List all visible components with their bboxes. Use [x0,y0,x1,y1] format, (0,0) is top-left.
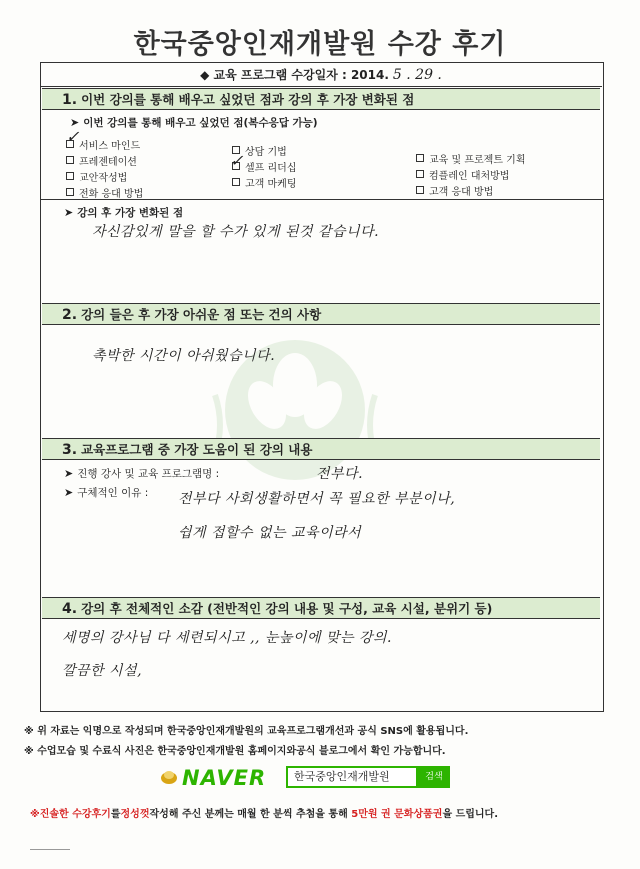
option-presentation[interactable]: 프레젠테이션 [66,153,137,168]
checkbox-icon [416,186,424,194]
option-education-planning[interactable]: 교육 및 프로젝트 기획 [416,151,525,166]
section-4-answer-line-1[interactable]: 세명의 강사님 다 세련되시고 ,, 눈높이에 맞는 강의. [62,630,392,646]
instructor-label: 진행 강사 및 교육 프로그램명 : [77,468,220,480]
check-mark-icon: ✓ [66,127,80,146]
section-1-header [42,88,600,110]
instructor-row [64,466,219,481]
option-lesson-plan[interactable]: 교안작성법 [66,169,127,184]
date-label: ◆ 교육 프로그램 수강일자 : 2014. [200,68,389,82]
checkbox-icon [416,154,424,162]
arrow-icon: ➤ [70,116,80,129]
footer-notice: ※진솔한 수강후기를정성껏작성해 주신 분께는 매월 한 분씩 추첨을 통해 5만원 권 문화상품권을 드립니다. [30,809,499,820]
change-label-row [64,205,183,220]
checkbox-icon [416,170,424,178]
naver-leaf-icon [160,769,178,785]
leaf-watermark-icon [195,315,395,505]
section-4-heading: 강의 후 전체적인 소감 (전반적인 강의 내용 및 구성, 교육 시설, 분위기 등) [81,601,493,616]
section-1-sub-label: 이번 강의를 통해 배우고 싶었던 점(복수응답 가능) [83,117,318,129]
check-mark-icon: ✓ [230,151,244,170]
note-1: ※ 위 자료는 익명으로 작성되며 한국중앙인재개발원의 교육프로그램개선과 공식 SNS에 활용됩니다. [24,726,469,737]
handwritten-date: 5 . 29 . [392,67,442,83]
scan-mark [30,849,70,850]
section-4-answer-line-2[interactable]: 깔끔한 시설, [62,663,143,679]
instructor-answer[interactable]: 전부다. [316,466,364,482]
option-marketing[interactable]: 고객 마케팅 [232,175,296,190]
reason-row [64,485,148,500]
option-service-mind[interactable]: 서비스 마인드 [66,137,140,152]
date-bar [40,62,602,87]
naver-search-input[interactable]: 한국중앙인재개발원 [286,766,418,788]
arrow-icon: ➤ [64,206,74,219]
section-3-header [42,438,600,460]
checkbox-icon [66,172,74,180]
option-counseling[interactable]: 상담 기법 [232,143,287,158]
date-field[interactable] [40,66,602,83]
section-4-header [42,597,600,619]
section-4-number: 4. [62,601,78,617]
page-title: 한국중앙인재개발원 수강 후기 [133,29,507,60]
section-2-heading: 강의 들은 후 가장 아쉬운 점 또는 건의 사항 [81,307,322,322]
section-1-sub [70,115,318,130]
divider [40,199,604,200]
change-answer[interactable]: 자신감있게 말을 할 수가 있게 된것 같습니다. [92,224,380,240]
section-1-number: 1. [62,92,78,108]
change-label: 강의 후 가장 변화된 점 [77,207,184,219]
option-complaint[interactable]: 컴플레인 대처방법 [416,167,509,182]
checkbox-icon [232,178,240,186]
reason-answer-line-2[interactable]: 쉽게 접할수 없는 교육이라서 [178,525,362,541]
section-3-heading: 교육프로그램 중 가장 도움이 된 강의 내용 [81,442,313,457]
checkbox-icon [66,156,74,164]
option-self-leadership[interactable]: 셀프 리더십 [232,159,296,174]
reason-answer-line-1[interactable]: 전부다 사회생활하면서 꼭 필요한 부분이나, [178,491,456,507]
section-2-number: 2. [62,307,78,323]
option-phone[interactable]: 전화 응대 방법 [66,185,143,200]
note-2: ※ 수업모습 및 수료식 사진은 한국중앙인재개발원 홈페이지와공식 블로그에서 확인 가능합니다. [24,746,446,757]
checkbox-icon [66,188,74,196]
arrow-icon: ➤ [64,467,74,480]
section-3-number: 3. [62,442,78,458]
naver-search-button[interactable]: 검색 [418,766,450,788]
arrow-icon: ➤ [64,486,74,499]
section-2-answer[interactable]: 촉박한 시간이 아쉬웠습니다. [92,348,276,364]
naver-logo: NAVER [182,766,267,790]
reason-label: 구체적인 이유 : [77,487,149,499]
section-1-heading: 이번 강의를 통해 배우고 싶었던 점과 강의 후 가장 변화된 점 [81,92,415,107]
option-customer-service[interactable]: 고객 응대 방법 [416,183,493,198]
section-2-header [42,303,600,325]
